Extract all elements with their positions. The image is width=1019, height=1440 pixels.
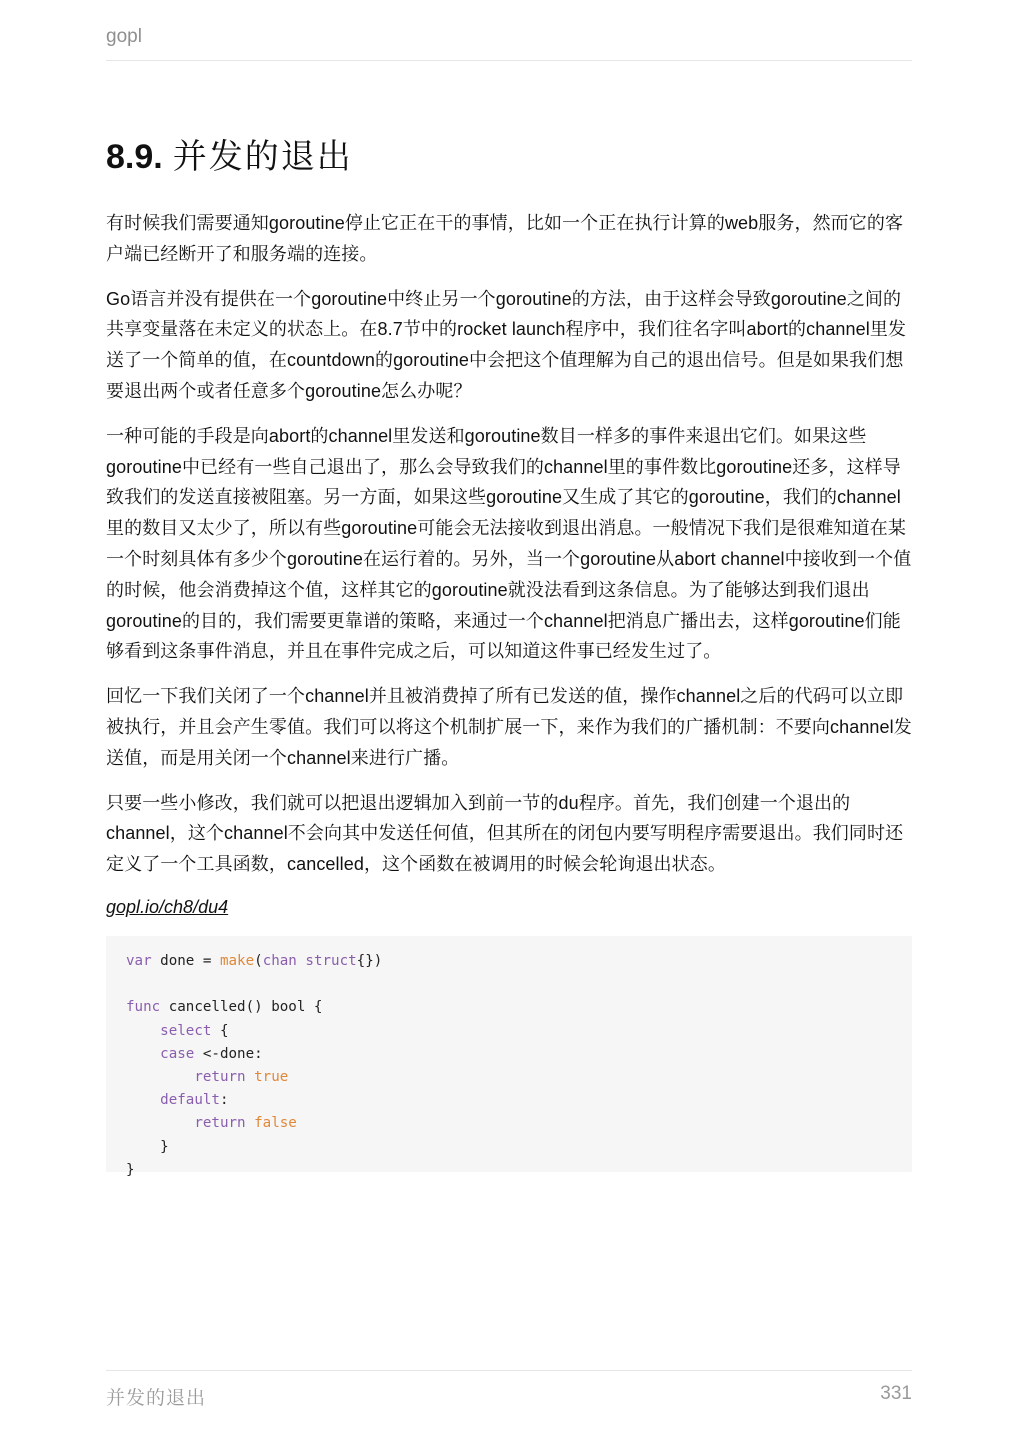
code-line-8 — [126, 1115, 297, 1131]
code-keyword-select: select — [160, 1022, 212, 1039]
section-heading-text: 并发的退出 — [172, 137, 353, 177]
code-paren-open: ( — [254, 952, 263, 969]
code-keyword-var: var — [126, 952, 152, 969]
section-title — [106, 130, 912, 184]
paragraph-abort-events: 一种可能的手段是向abort的channel里发送和goroutine数目一样多的事件来退出它们。如果这些goroutine中已经有一些自己退出了，那么会导致我们的channel里的事件数比goroutine还多，这样导致我们的发送直接被阻塞。另一方面，如果这些goroutine又生成了其它的goroutine，我们的channel里的数目又太少了，所以有些goroutine可能会无法接收到退出消息。一般情况下我们是很难知道在某一个时刻具体有多少个goroutine在运行着的。另外，当一个goroutine从abort channel中接收到一个值的时候，他会消费掉这个值，这样其它的goroutine就没法看到这条信息。为了能够达到我们退出goroutine的目的，我们需要更靠谱的策略，来通过一个channel把消息广播出去，这样goroutine们能够看到这条事件消息，并且在事件完成之后，可以知道这件事已经发生过了。 — [106, 425, 912, 662]
page-footer — [106, 1370, 912, 1417]
footer-section-title: 并发的退出 — [106, 1387, 207, 1409]
source-link[interactable]: gopl.io/ch8/du4 — [106, 896, 229, 917]
code-keyword-default: default — [160, 1092, 220, 1109]
code-case-expr: <-done: — [194, 1045, 263, 1062]
code-keyword-func: func — [126, 999, 161, 1016]
code-line-4 — [126, 1023, 229, 1039]
code-ident-done: done = — [151, 952, 220, 969]
code-builtin-make: make — [219, 952, 255, 969]
code-line-7 — [126, 1092, 229, 1108]
code-colon: : — [219, 1092, 229, 1109]
code-literal-true: true — [254, 1068, 289, 1085]
code-literal-false: false — [254, 1115, 297, 1132]
code-func-signature: cancelled() bool { — [160, 999, 323, 1016]
code-keyword-struct: struct — [305, 952, 357, 969]
paragraph-intro: 有时候我们需要通知goroutine停止它正在干的事情，比如一个正在执行计算的web服务，然而它的客户端已经断开了和服务端的连接。 — [106, 213, 904, 264]
paragraph-du-modification: 只要一些小修改，我们就可以把退出逻辑加入到前一节的du程序。首先，我们创建一个退出的channel，这个channel不会向其中发送任何值，但其所在的闭包内要写明程序需要退出。我们同时还定义了一个工具函数，cancelled，这个函数在被调用的时候会轮询退出状态。 — [106, 792, 904, 875]
paragraph-no-termination: Go语言并没有提供在一个goroutine中终止另一个goroutine的方法，由于这样会导致goroutine之间的共享变量落在未定义的状态上。在8.7节中的rocket launch程序中，我们往名字叫abort的channel里发送了一个简单的值，在countdown的goroutine中会把这个值理解为自己的退出信号。但是如果我们想要退出两个或者任意多个goroutine怎么办呢？ — [106, 288, 907, 401]
code-close-brace-inner: } — [160, 1138, 169, 1155]
code-line-5 — [126, 1046, 263, 1062]
code-line-3 — [126, 999, 322, 1015]
code-keyword-chan: chan — [262, 952, 297, 969]
main-content — [106, 130, 912, 1178]
section-number: 8.9. — [106, 138, 163, 176]
code-keyword-case: case — [160, 1045, 195, 1062]
code-close-brace-outer: } — [126, 1161, 135, 1178]
code-line-1 — [126, 953, 382, 969]
code-keyword-return-true: return — [194, 1068, 246, 1085]
code-block — [106, 936, 912, 1178]
code-braces-close: {}) — [356, 952, 383, 969]
page-header — [106, 24, 912, 61]
code-line-6 — [126, 1069, 288, 1085]
code-line-9 — [126, 1139, 169, 1155]
code-select-brace: { — [211, 1022, 229, 1039]
code-line-10 — [126, 1162, 135, 1178]
paragraph-close-channel: 回忆一下我们关闭了一个channel并且被消费掉了所有已发送的值，操作channel之后的代码可以立即被执行，并且会产生零值。我们可以将这个机制扩展一下，来作为我们的广播机制：不要向channel发送值，而是用关闭一个channel来进行广播。 — [106, 686, 912, 768]
page-number: 331 — [880, 1383, 912, 1404]
code-keyword-return-false: return — [194, 1115, 246, 1132]
book-title: gopl — [106, 26, 142, 47]
